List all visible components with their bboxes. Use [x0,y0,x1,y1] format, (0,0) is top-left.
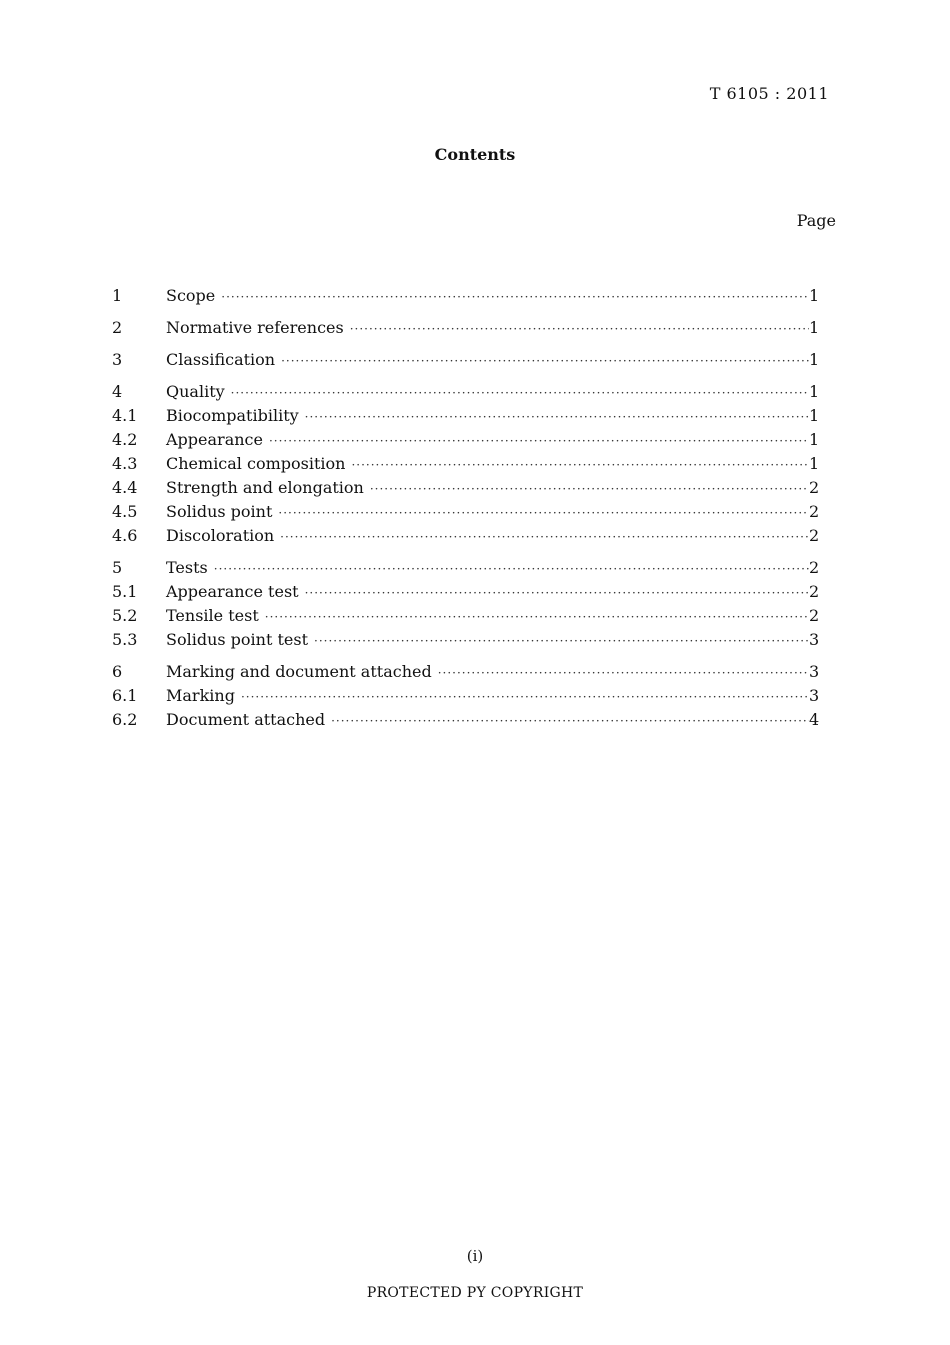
toc-entry-label: Discoloration [166,526,275,545]
toc-entry-page: 4 [809,710,820,729]
toc-entry-number: 4 [112,382,123,401]
toc-entry-label: Tests [166,558,208,577]
dot-leader [314,629,809,653]
standard-number: T 6105 : 2011 [709,84,829,103]
toc-entry-number: 4.1 [112,406,138,425]
dot-leader [269,429,809,453]
toc-entry[interactable] [112,476,819,500]
toc-entry-page: 1 [809,318,820,337]
toc-entry-number: 5.3 [112,630,138,649]
dot-leader [265,605,809,629]
toc-entry-label: Tensile test [166,606,259,625]
toc-entry[interactable] [112,684,819,708]
toc-entry-page: 2 [809,478,820,497]
dot-leader [280,525,809,549]
toc-entry[interactable] [112,628,819,652]
toc-entry-label: Marking and document attached [166,662,432,681]
toc-entry-label: Solidus point [166,502,273,521]
toc-entry[interactable] [112,316,819,340]
toc-entry-page: 1 [809,350,820,369]
dot-leader [305,581,809,605]
table-of-contents [112,284,819,732]
page-title: Contents [434,145,516,164]
toc-entry-label: Appearance [166,430,263,449]
toc-entry-number: 3 [112,350,123,369]
toc-entry[interactable] [112,524,819,548]
toc-entry-page: 2 [809,582,820,601]
copyright-notice: PROTECTED PY COPYRIGHT [366,1285,584,1301]
toc-entry-number: 4.4 [112,478,138,497]
toc-entry-label: Appearance test [166,582,299,601]
toc-entry-page: 2 [809,502,820,521]
toc-entry-label: Strength and elongation [166,478,364,497]
toc-entry-page: 2 [809,526,820,545]
toc-entry-number: 6.2 [112,710,138,729]
toc-entry[interactable] [112,380,819,404]
toc-entry-number: 1 [112,286,123,305]
toc-entry-label: Biocompatibility [166,406,299,425]
toc-entry-label: Quality [166,382,225,401]
dot-leader [278,501,809,525]
dot-leader [351,453,809,477]
toc-entry-page: 2 [809,558,820,577]
dot-leader [370,477,809,501]
toc-entry[interactable] [112,348,819,372]
dot-leader [214,557,809,581]
toc-entry[interactable] [112,660,819,684]
toc-entry-page: 1 [809,430,820,449]
dot-leader [231,381,809,405]
toc-entry-number: 4.6 [112,526,138,545]
toc-entry-label: Document attached [166,710,326,729]
toc-entry[interactable] [112,452,819,476]
toc-entry-number: 5 [112,558,123,577]
toc-entry-number: 2 [112,318,123,337]
toc-entry-number: 5.1 [112,582,138,601]
toc-entry-page: 1 [809,406,820,425]
toc-entry[interactable] [112,580,819,604]
dot-leader [331,709,809,733]
dot-leader [281,349,809,373]
toc-entry[interactable] [112,604,819,628]
toc-entry-label: Classification [166,350,276,369]
toc-entry[interactable] [112,500,819,524]
toc-entry[interactable] [112,556,819,580]
toc-entry-page: 1 [809,382,820,401]
toc-entry-number: 4.2 [112,430,138,449]
toc-entry-number: 6 [112,662,123,681]
toc-entry-page: 3 [809,630,820,649]
toc-entry-label: Marking [166,686,235,705]
toc-entry-page: 2 [809,606,820,625]
toc-entry-number: 6.1 [112,686,138,705]
toc-entry-page: 3 [809,662,820,681]
toc-entry-page: 1 [809,454,820,473]
page-column-label: Page [796,211,836,230]
toc-entry-number: 4.3 [112,454,138,473]
toc-entry[interactable] [112,708,819,732]
dot-leader [241,685,809,709]
toc-entry-label: Normative references [166,318,344,337]
toc-entry-number: 5.2 [112,606,138,625]
toc-entry[interactable] [112,428,819,452]
toc-entry-number: 4.5 [112,502,138,521]
dot-leader [305,405,809,429]
dot-leader [221,285,809,309]
dot-leader [350,317,809,341]
toc-entry-label: Chemical composition [166,454,346,473]
toc-entry[interactable] [112,284,819,308]
page-folio: (i) [466,1247,484,1265]
toc-entry-label: Scope [166,286,216,305]
toc-entry-label: Solidus point test [166,630,309,649]
toc-entry[interactable] [112,404,819,428]
toc-entry-page: 3 [809,686,820,705]
dot-leader [438,661,809,685]
toc-entry-page: 1 [809,286,820,305]
